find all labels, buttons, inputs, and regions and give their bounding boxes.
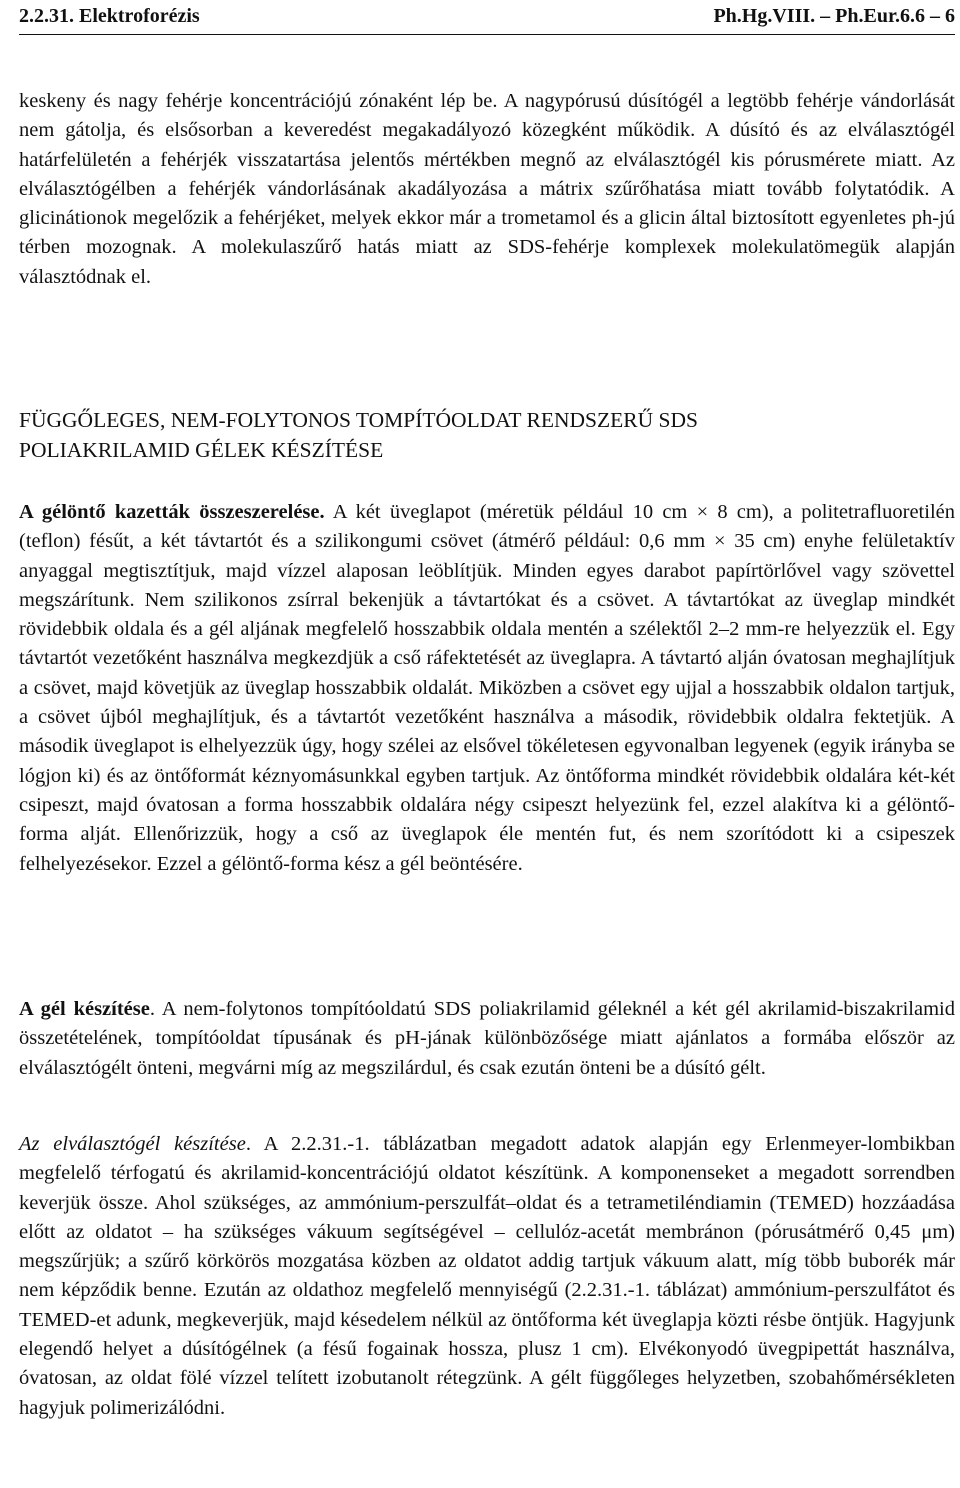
cassette-paragraph <box>19 498 955 879</box>
gel-preparation-title: A gél készítése <box>19 998 150 1020</box>
separating-gel-paragraph <box>19 1130 955 1423</box>
section-heading-line-2: POLIAKRILAMID GÉLEK KÉSZÍTÉSE <box>19 437 384 462</box>
gel-preparation-text: . A nem-folytonos tompítóoldatú SDS poliakrilamid géleknél a két gél akrilamid-biszakrilamid összetételének, tompítóoldat típusának és pH-jának különbözősége miatt ajánlatos a formába először az elválasztógélt önteni, megvárni míg az megszilárdul, és csak ezután önteni be a dúsító gélt. <box>19 998 955 1079</box>
section-heading <box>19 406 955 465</box>
header-section-title: 2.2.31. Elektroforézis <box>19 5 200 27</box>
cassette-paragraph-title: A gélöntő kazetták összeszerelése. <box>19 501 325 523</box>
separating-gel-title: Az elválasztógél készítése <box>19 1133 246 1155</box>
cassette-paragraph-text: A két üveglapot (méretük például 10 cm × 8 cm), a politetrafluoretilén (teflon) fésűt, a két távtartót és a szilikongumi csövet (átmérő például: 0,6 mm × 35 cm) enyhe felületaktív anyaggal megtisztítjuk, majd vízzel alaposan leöblítjük. Minden egyes darabot papírtörlővel vagy szövettel megszárítunk. Nem szilikonos zsírral bekenjük a távtartókat és a csövet. A távtartókat az üveglap mindkét rövidebbik oldala és a gél aljának megfelelő hosszabbik oldala mentén a szélektől 2–2 mm-re helyezzük el. Egy távtartót vezetőként használva megkezdjük a cső ráfektetését az üveglapra. A távtartó alján óvatosan meghajlítjuk a csövet, majd követjük az üveglap hosszabbik oldalát. Miközben a csövet egy ujjal a hosszabbik oldalon tartjuk, a csövet újból meghajlítjuk, és a távtartót vezetőként használva a második, rövidebbik oldalra fektetjük. A második üveglapot is elhelyezzük úgy, hogy szélei az elsővel tökéletesen egyvonalban legyenek (egyik irányba se lógjon ki) és az öntőformát kéznyomásunkkal egyben tartjuk. Az öntőforma mindkét rövidebbik oldalára két-két csipeszt, majd óvatosan a forma hosszabbik oldalára négy csipeszt helyezünk fel, ezzel alakítva ki a gélöntő-forma alját. Ellenőrizzük, hogy a cső az üveglapok éle mentén fut, és nem szorítódott ki a csipeszek felhelyezésekor. Ezzel a gélöntő-forma kész a gél beöntésére. <box>19 501 955 875</box>
gel-preparation-paragraph <box>19 995 955 1083</box>
page-header <box>19 4 955 35</box>
section-heading-line-1: FÜGGŐLEGES, NEM-FOLYTONOS TOMPÍTÓOLDAT RENDSZERŰ SDS <box>19 408 698 432</box>
intro-paragraph: keskeny és nagy fehérje koncentrációjú zónaként lép be. A nagypórusú dúsítógél a legtöbb fehérje vándorlását nem gátolja, és elsősorban a keveredést megakadályozó közegként működik. A dúsító és az elválasztógél határfelületén a fehérjék visszatartása jelentős mértékben megnő az elválasztógél kis pórusmérete miatt. Az elválasztógélben a fehérjék vándorlásának akadályozása a mátrix szűrőhatása miatt tovább folytatódik. A glicinátionok megelőzik a fehérjéket, melyek ekkor már a trometamol és a glicin által biztosított egyenletes ph-jú térben mozognak. A molekulaszűrő hatás miatt az SDS-fehérje komplexek molekulatömegük alapján választódnak el. <box>19 90 955 288</box>
header-pharmacopoeia-reference: Ph.Hg.VIII. – Ph.Eur.6.6 – 6 <box>713 5 955 27</box>
separating-gel-text: . A 2.2.31.-1. táblázatban megadott adatok alapján egy Erlenmeyer-lombikban megfelelő térfogatú és akrilamid-koncentrációjú oldatot készítünk. A komponenseket a megadott sorrendben keverjük össze. Ahol szükséges, az ammónium-perszulfát–oldat és a tetrametiléndiamin (TEMED) hozzáadása előtt az oldatot – ha szükséges vákuum segítségével – cellulóz-acetát membránon (pórusátmérő 0,45 μm) megszűrjük; a szűrő körkörös mozgatása közben az oldatot addig tartjuk vákuum alatt, míg több buborék már nem képződik benne. Ezután az oldathoz megfelelő mennyiségű (2.2.31.-1. táblázat) ammónium-perszulfátot és TEMED-et adunk, megkeverjük, majd késedelem nélkül az öntőforma két üveglapja közti résbe öntjük. Hagyjunk elegendő helyet a dúsítógélnek (a fésű fogainak hossza, plusz 1 cm). Elvékonyodó üvegpipettát használva, óvatosan, az oldat fölé vízzel telített izobutanolt rétegzünk. A gélt függőleges helyzetben, szobahőmérsékleten hagyjuk polimerizálódni. <box>19 1133 955 1419</box>
